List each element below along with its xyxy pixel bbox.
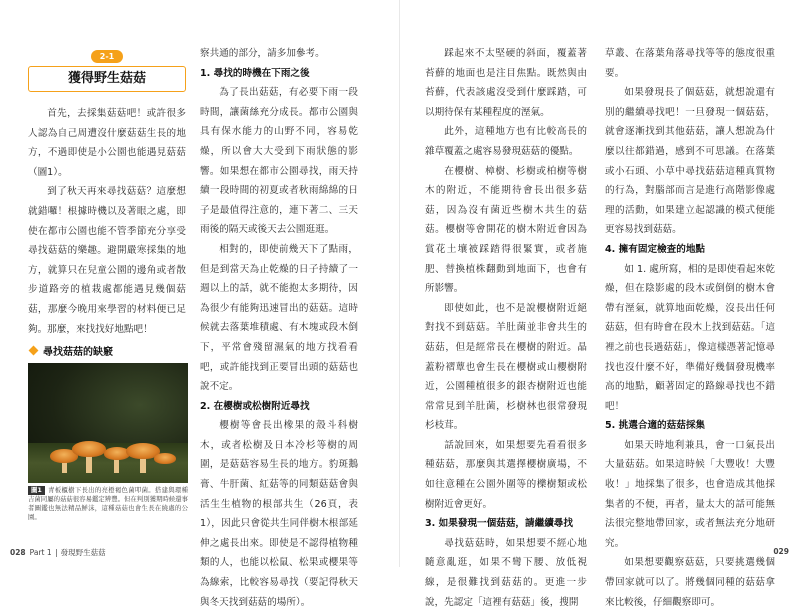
footer-separator (56, 549, 57, 557)
mushroom-cap (72, 441, 106, 457)
subsection-heading-text: 尋找菇菇的缺竅 (43, 347, 113, 359)
figure-tag: 圖1 (28, 486, 45, 495)
paragraph: 踩起來不太堅硬的斜面，覆蓋著苔蘚的地面也是注目焦點。既然與由苔蘚，代表該處沒受到什麼踩踏，可以期待保有某種程度的溼氣。 (425, 48, 587, 118)
subsection-heading (28, 343, 186, 363)
paragraph: 尋找菇菇時，如果想要不經心地隨意亂逛，如果不彎下腰、放低視線，是很難找到菇菇的。更進一步說，先認定「這裡有菇菇」後，搜開 (425, 537, 587, 608)
caption-text: 青板櫃樹下長出的亮橙褐色菌叩菌。搭建與環種吉菌同屬的菇菇很容易鑑定辨豐。但在判別獲期時候還事者圖鑑也無法精品鮮沫，這種菇菇也會生長在繞處的公園。 (28, 486, 188, 521)
paragraph: 此外，這種地方也有比較高長的雜草覆蓋之處容易發現菇菇的優點。 (425, 126, 587, 157)
mushroom-cap (154, 453, 176, 464)
subsection-heading: 3. 如果發現一個菇菇，請繼續尋找 (425, 518, 573, 530)
paragraph: 即使如此，也不是說櫻樹附近絕對找不到菇菇。羊肚菌並非會共生的菇菇，但是經常長在櫻樹的附近。晶蓋粉褶蕈也會生長在櫻樹或山櫻樹附近，公園種植很多的銀杏樹附近也能常常見到羊肚菌，杉樹林也很常發現杉枝茸。 (425, 302, 587, 432)
footer-left (10, 547, 106, 558)
page-number-left: 028 (10, 548, 26, 557)
paragraph: 如果天時地利兼具，會一口氣長出大量菇菇。如果這時候「大豐收！大豐收！」地採集了很多，也會造成其他採集者的不便，再者，量太大的話可能無法很完整地帶回家，或者無法充分地研究。 (605, 439, 775, 549)
paragraph: 到了秋天再來尋找菇菇？這麼想就錯囉！根據時機以及著眼之處，即使在都市公園也能不管季節充分享受尋找菇菇的樂趣。避開嚴寒採集的地方，就算只在兒童公園的邊角或者散步道路旁的植栽處都能遇見幾個菇菇，那麼今晚用來學習的材料便已足夠。那麼，來找找好地點吧！ (28, 186, 186, 335)
paragraph: 如果想要觀察菇菇，只要挑選幾個帶回家就可以了。將幾個同種的菇菇拿來比較後，仔細觀察即可。 (605, 557, 775, 608)
paragraph: 相對的，即使前幾天下了點雨，但是到當天為止乾燥的日子持續了一週以上的話，就不能抱太多期待，因為很少有能夠迅速冒出的菇菇。這時候就去落葉堆積處、有木塊或段木倒下，平常會殘留濕氣的地方找看看吧，或許能找到正要冒出頭的菇菇也說不定。 (200, 243, 358, 393)
photo-caption (28, 486, 188, 522)
paragraph: 在櫻樹、樟樹、杉樹或柏樹等樹木的附近，不能期待會長出很多菇菇，因為沒有菌近些樹木共生的菇菇。櫻樹等會開花的樹木附近會因為賞花土壤被踩踏得很緊實，或者施肥、替換植株翻動到地面下，也會有所影響。 (425, 165, 587, 295)
subsection-heading: 1. 尋找的時機在下雨之後 (200, 67, 310, 79)
paragraph: 首先，去採集菇菇吧！或許很多人認為自己周遭沒什麼菇菇生長的地方，不過即使是小公園也能遇見菇菇（圖1）。 (28, 108, 186, 178)
subsection-heading: 5. 挑選合適的菇菇採集 (605, 420, 706, 432)
paragraph: 為了長出菇菇，有必要下雨一段時間，讓菌絲充分成長。都市公園與具有保水能力的山野不同，容易乾燥，所以會大大受到下雨狀態的影響。如果想在都市公園尋找，雨天持續一段時間的初夏或者秋雨綿綿的日子是最值得注意的，連下著二、三天雨後的隔天或後天去公園逛逛。 (200, 87, 358, 236)
mushroom-photo (28, 363, 188, 483)
column-1 (28, 104, 186, 404)
page-gutter (399, 0, 400, 567)
paragraph: 察共通的部分，請多加參考。 (200, 48, 325, 59)
paragraph: 草叢、在落葉角落尋找等等的態度很重要。 (605, 48, 775, 79)
diamond-bullet-icon (29, 346, 39, 356)
section-number: 2-1 (91, 50, 123, 63)
column-3 (425, 44, 587, 612)
subsection-heading: 2. 在櫻樹或松樹附近尋找 (200, 400, 310, 412)
footer-part: Part 1 (29, 548, 52, 557)
footer-chapter-title: 發現野生菇菇 (60, 548, 106, 557)
paragraph: 如 1. 處所寫，相的是即使看起來乾燥，但在陰影處的段木或倒倒的樹木會帶有溼氣，就算地面乾燥，沒長出任何菇菇，但有時會在段木上找到菇菇。「這裡之前也長過菇菇」，像這樣憑著記憶尋找也沒什麼不好，準備好幾個發現機率高的地點，顧著固定的路線尋找也不錯吧！ (605, 263, 775, 412)
paragraph: 話說回來，如果想要先看看很多種菇菇，那麼與其選擇櫻樹廣場，不如往意種在公園外圍等的櫟樹類或松樹附近會更好。 (425, 439, 587, 510)
paragraph: 如果發現長了個菇菇，就想說還有別的繼續尋找吧！一旦發現一個菇菇，就會逐漸找到其他菇菇，讓人想說為什麼以往都錯過，感到不可思議。在落葉或小石頭、小草中尋找菇菇這種真質物的行為，對腦部而言是進行高階影像處理的活動，如果建立起認識的模式便能更容易找到菇菇。 (605, 87, 775, 236)
paragraph: 櫻樹等會長出橡果的殼斗科樹木，或者松樹及日本冷杉等樹的周圍，是菇菇容易生長的地方。豹斑鵝膏、牛肝菌、紅菇等的同類菇菇會與活生生植物的根部共生（26頁，表1），因此只會從共生同伴樹木根部延伸之處長出來。即使是不認得植物種類的人，也能以松鼠、松果或櫻果等為線索，比較容易尋找（要記得秋天與冬天找到菇菇的場所）。 (200, 420, 358, 608)
section-header (28, 44, 186, 92)
section-title: 獲得野生菇菇 (28, 66, 186, 92)
page-number-right: 029 (773, 547, 789, 556)
column-2 (200, 44, 358, 612)
column-4 (605, 44, 775, 612)
subsection-heading: 4. 擁有固定檢查的地點 (605, 243, 706, 255)
